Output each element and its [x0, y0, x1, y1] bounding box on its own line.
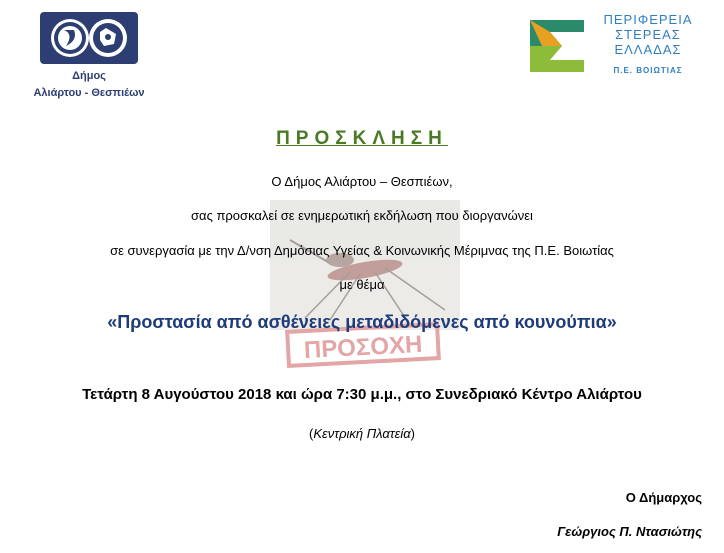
region-name [598, 12, 698, 57]
region-name-line2: ΣΤΕΡΕΑΣ [615, 27, 681, 42]
signer-title: Ο Δήμαρχος [625, 490, 702, 505]
invitation-line: με θέμα [339, 277, 385, 292]
stamp-text: ΠΡΟΣΟΧΗ [303, 330, 423, 365]
event-subject: «Προστασία από ασθένειες μεταδιδόμενες από κουνούπια» [107, 312, 617, 332]
municipality-name-line1: Δήμος [72, 70, 106, 82]
venue-paren-open: ( [308, 426, 314, 441]
venue-place: Κεντρική Πλατεία [313, 426, 411, 441]
event-date-location: Τετάρτη 8 Αυγούστου 2018 και ώρα 7:30 μ.μ., στο Συνεδριακό Κέντρο Αλιάρτου [82, 386, 642, 403]
municipality-name-line2: Αλιάρτου - Θεσπιέων [33, 87, 145, 99]
municipality-name [20, 68, 158, 102]
signer-name: Γεώργιος Π. Ντασιώτης [557, 524, 702, 539]
invitation-line: σας προσκαλεί σε ενημερωτική εκδήλωση που διοργανώνει [191, 208, 533, 223]
region-name-line3: ΕΛΛΑΔΑΣ [614, 42, 682, 57]
region-unit: Π.Ε. ΒΟΙΩΤΙΑΣ [613, 66, 683, 75]
municipality-seal-icon [40, 12, 138, 64]
region-sigma-icon [528, 16, 588, 76]
invitation-line: σε συνεργασία με την Δ/νση Δημόσιας Υγείας & Κοινωνικής Μέριμνας της Π.Ε. Βοιωτίας [110, 243, 614, 258]
region-name-line1: ΠΕΡΙΦΕΡΕΙΑ [603, 12, 693, 27]
invitation-line: Ο Δήμος Αλιάρτου – Θεσπιέων, [271, 174, 453, 189]
venue-paren-close: ) [410, 426, 416, 441]
event-venue [0, 426, 724, 441]
invitation-title: ΠΡΟΣΚΛΗΣΗ [276, 128, 448, 149]
